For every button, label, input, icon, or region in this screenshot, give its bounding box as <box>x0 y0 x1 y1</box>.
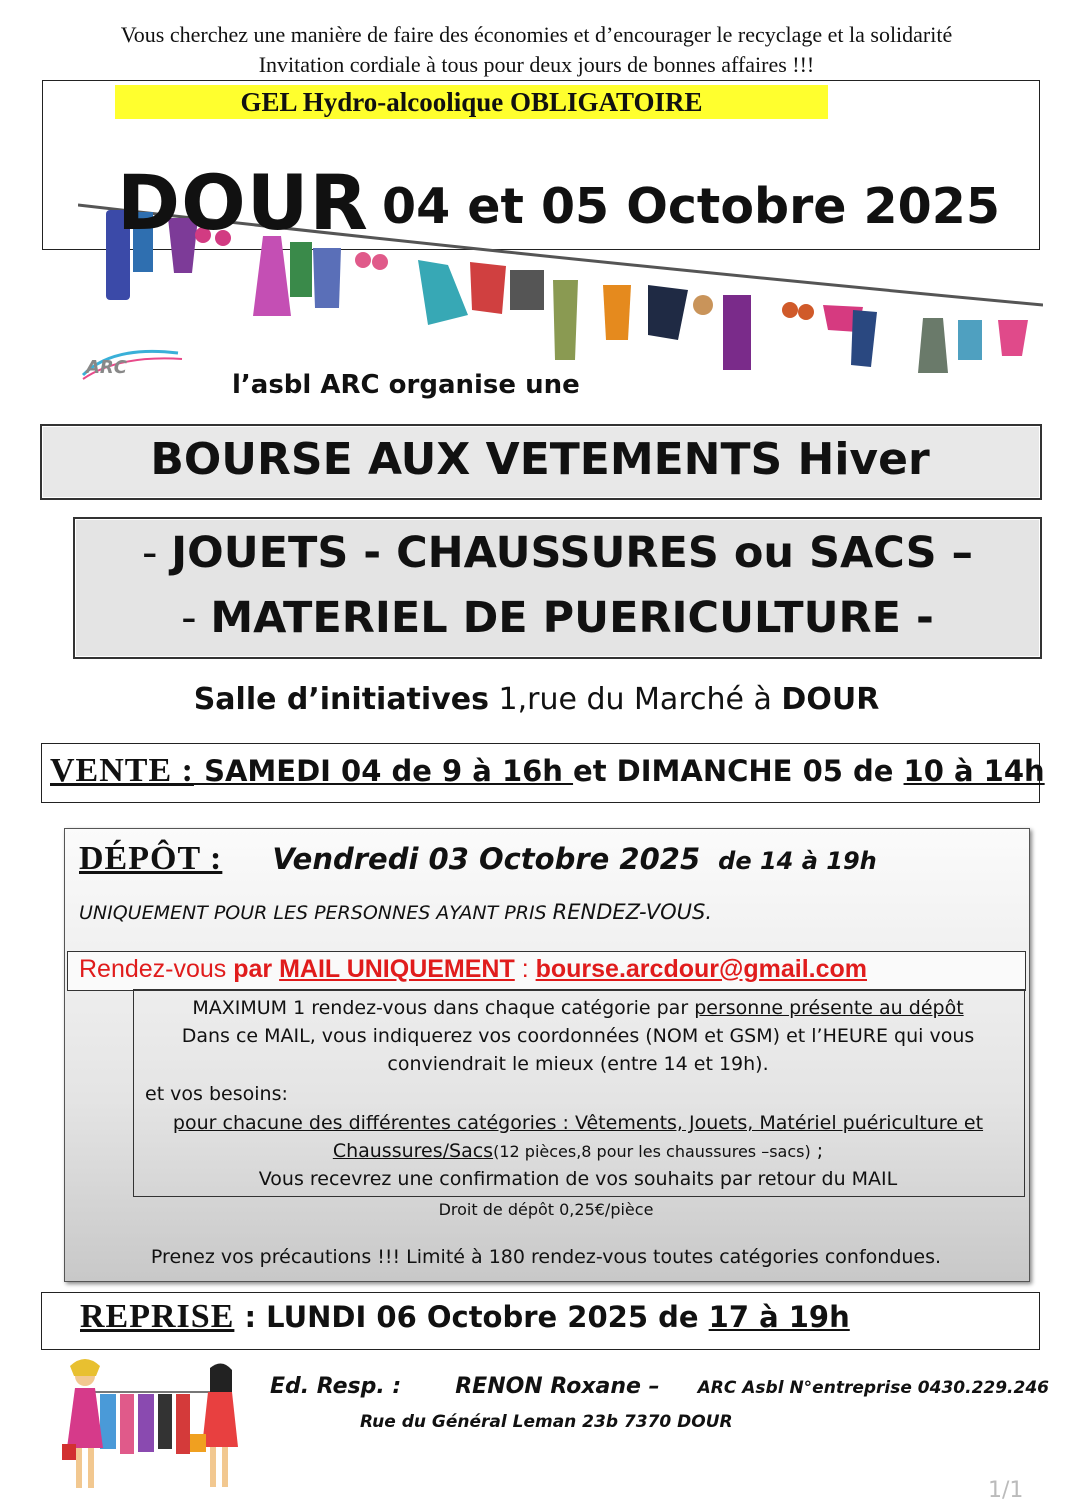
besoins-line: et vos besoins: <box>145 1083 288 1105</box>
categories-line-2-text: MATERIEL DE PUERICULTURE - <box>210 593 934 643</box>
depot-time: de 14 à 19h <box>718 847 877 875</box>
categories-instruction-2a: Chaussures/Sacs <box>332 1140 494 1162</box>
vente-hours1: 9 à 16h <box>442 754 574 788</box>
categories-line-1-prefix: - <box>141 528 172 578</box>
instructions-line-2: conviendrait le mieux (entre 14 et 19h). <box>387 1053 769 1075</box>
instructions-line-1: Dans ce MAIL, vous indiquerez vos coordonnées (NOM et GSM) et l’HEURE qui vous <box>181 1025 975 1047</box>
categories-line-1 <box>73 528 1042 578</box>
publisher-line <box>270 1374 1049 1399</box>
depot-label: DÉPÔT : <box>79 840 223 877</box>
rdv-mail: MAIL UNIQUEMENT <box>279 955 515 983</box>
gel-banner: GEL Hydro-alcoolique OBLIGATOIRE <box>115 85 828 119</box>
rdv-colon: : <box>514 955 536 983</box>
intro-line-1: Vous cherchez une manière de faire des économies et d’encourager le recyclage et la solidarité <box>120 22 953 47</box>
vente-label: VENTE : <box>50 752 194 789</box>
rdv-par: par <box>233 955 280 983</box>
categories-instruction-2b: (12 pièces,8 pour les chaussures –sacs) <box>493 1142 811 1161</box>
publisher-label: Ed. Resp. : <box>270 1374 402 1399</box>
vente-hours2: 10 à 14h <box>903 754 1045 788</box>
bourse-title: BOURSE AUX VETEMENTS Hiver <box>150 434 930 485</box>
venue-name: Salle d’initiatives <box>193 682 489 717</box>
email-link[interactable]: bourse.arcdour@gmail.com <box>535 955 868 983</box>
rdv-line <box>79 955 867 984</box>
depot-date: Vendredi 03 Octobre 2025 <box>272 842 701 876</box>
publisher-company: ARC Asbl N°entreprise 0430.229.246 <box>697 1378 1050 1398</box>
page-number: 1/1 <box>988 1478 1024 1503</box>
venue-address: 1,rue du Marché à <box>488 682 782 717</box>
organizer-line: l’asbl ARC organise une <box>232 370 580 400</box>
reprise-hours: 17 à 19h <box>708 1300 850 1334</box>
depot-heading <box>79 840 877 878</box>
logo-text: ARC <box>86 357 128 378</box>
categories-instruction-2 <box>133 1140 1023 1162</box>
town-title: DOUR <box>117 158 369 247</box>
max-line-b: personne présente au dépôt <box>694 997 964 1019</box>
categories-line-2 <box>73 593 1042 643</box>
vente-day1: SAMEDI 04 de <box>193 754 442 788</box>
publisher-name: RENON Roxane – <box>455 1374 660 1399</box>
categories-instruction-2c: ; <box>810 1140 824 1162</box>
publisher-address: Rue du Général Leman 23b 7370 DOUR <box>360 1412 733 1432</box>
shoppers-illustration-icon <box>60 1354 240 1500</box>
depot-condition-text: UNIQUEMENT POUR LES PERSONNES AYANT PRIS <box>79 902 553 924</box>
categories-line-1-text: JOUETS - CHAUSSURES ou SACS – <box>171 528 974 578</box>
venue-line <box>0 682 1073 717</box>
vente-line <box>50 752 1045 790</box>
max-line <box>133 997 1023 1019</box>
reprise-label: REPRISE <box>80 1298 235 1335</box>
venue-town: DOUR <box>781 682 880 717</box>
reprise-line <box>80 1298 850 1336</box>
arc-logo-icon <box>78 345 186 385</box>
depot-limit: Prenez vos précautions !!! Limité à 180 rendez-vous toutes catégories confondues. <box>150 1246 942 1268</box>
reprise-text: LUNDI 06 Octobre 2025 de <box>266 1300 709 1334</box>
confirmation-line: Vous recevrez une confirmation de vos souhaits par retour du MAIL <box>258 1168 898 1190</box>
event-dates: 04 et 05 Octobre 2025 <box>382 178 1000 235</box>
depot-condition-rdv: RENDEZ-VOUS. <box>552 900 713 924</box>
categories-instruction-1: pour chacune des différentes catégories : Vêtements, Jouets, Matériel puériculture et <box>172 1112 984 1134</box>
vente-mid: et DIMANCHE 05 de <box>573 754 904 788</box>
intro-line-2: Invitation cordiale à tous pour deux jours de bonnes affaires !!! <box>258 52 815 77</box>
depot-fee: Droit de dépôt 0,25€/pièce <box>438 1200 654 1219</box>
depot-condition <box>79 900 712 924</box>
reprise-colon: : <box>234 1300 267 1334</box>
max-line-a: MAXIMUM 1 rendez-vous dans chaque catégorie par <box>192 997 695 1019</box>
rdv-prefix: Rendez-vous <box>79 955 234 983</box>
categories-line-2-prefix: - <box>181 593 211 643</box>
